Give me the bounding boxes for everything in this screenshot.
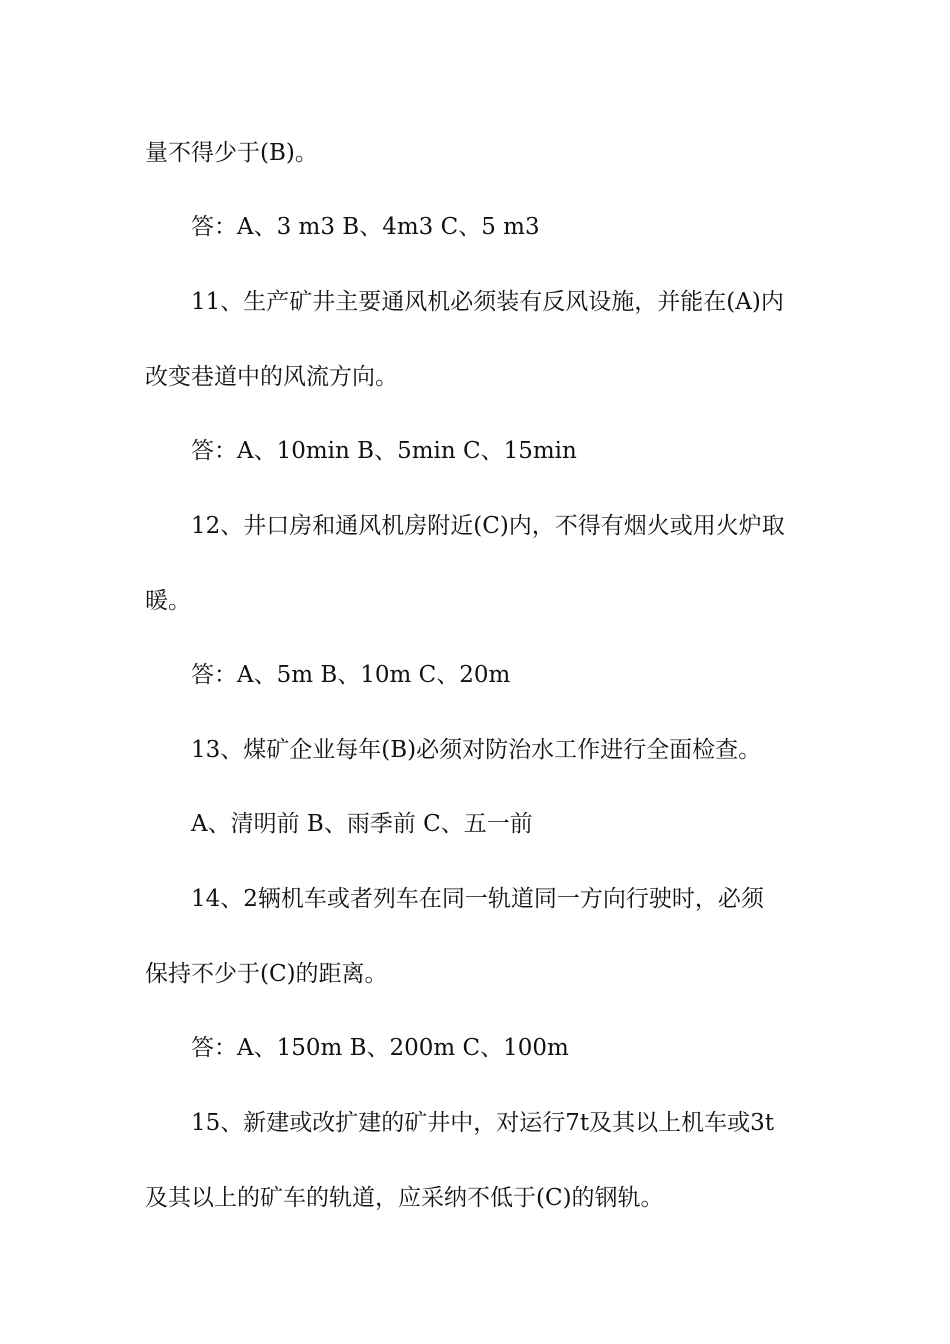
question-15-continuation: 及其以上的矿车的轨道，应采纳不低于(C)的钢轨。 xyxy=(145,1185,664,1211)
question-10-continuation: 量不得少于(B)。 xyxy=(145,140,318,166)
question-12-text: 12、井口房和通风机房附近(C)内，不得有烟火或用火炉取 xyxy=(191,513,785,539)
question-15-text: 15、新建或改扩建的矿井中，对运行7t及其以上机车或3t xyxy=(191,1110,775,1136)
question-14-answer: 答：A、150m B、200m C、100m xyxy=(191,1035,569,1061)
question-10-answer: 答：A、3 m3 B、4m3 C、5 m3 xyxy=(191,214,540,240)
question-11-text: 11、生产矿井主要通风机必须装有反风设施，并能在(A)内 xyxy=(191,289,784,315)
question-13-text: 13、煤矿企业每年(B)必须对防治水工作进行全面检查。 xyxy=(191,737,762,763)
question-13-options: A、清明前 B、雨季前 C、五一前 xyxy=(191,811,533,837)
question-12-answer: 答：A、5m B、10m C、20m xyxy=(191,662,511,688)
question-11-continuation: 改变巷道中的风流方向。 xyxy=(145,364,398,390)
question-14-continuation: 保持不少于(C)的距离。 xyxy=(145,961,388,987)
question-14-text: 14、2辆机车或者列车在同一轨道同一方向行驶时，必须 xyxy=(191,886,764,912)
question-12-continuation: 暖。 xyxy=(145,588,191,614)
question-11-answer: 答：A、10min B、5min C、15min xyxy=(191,438,577,464)
